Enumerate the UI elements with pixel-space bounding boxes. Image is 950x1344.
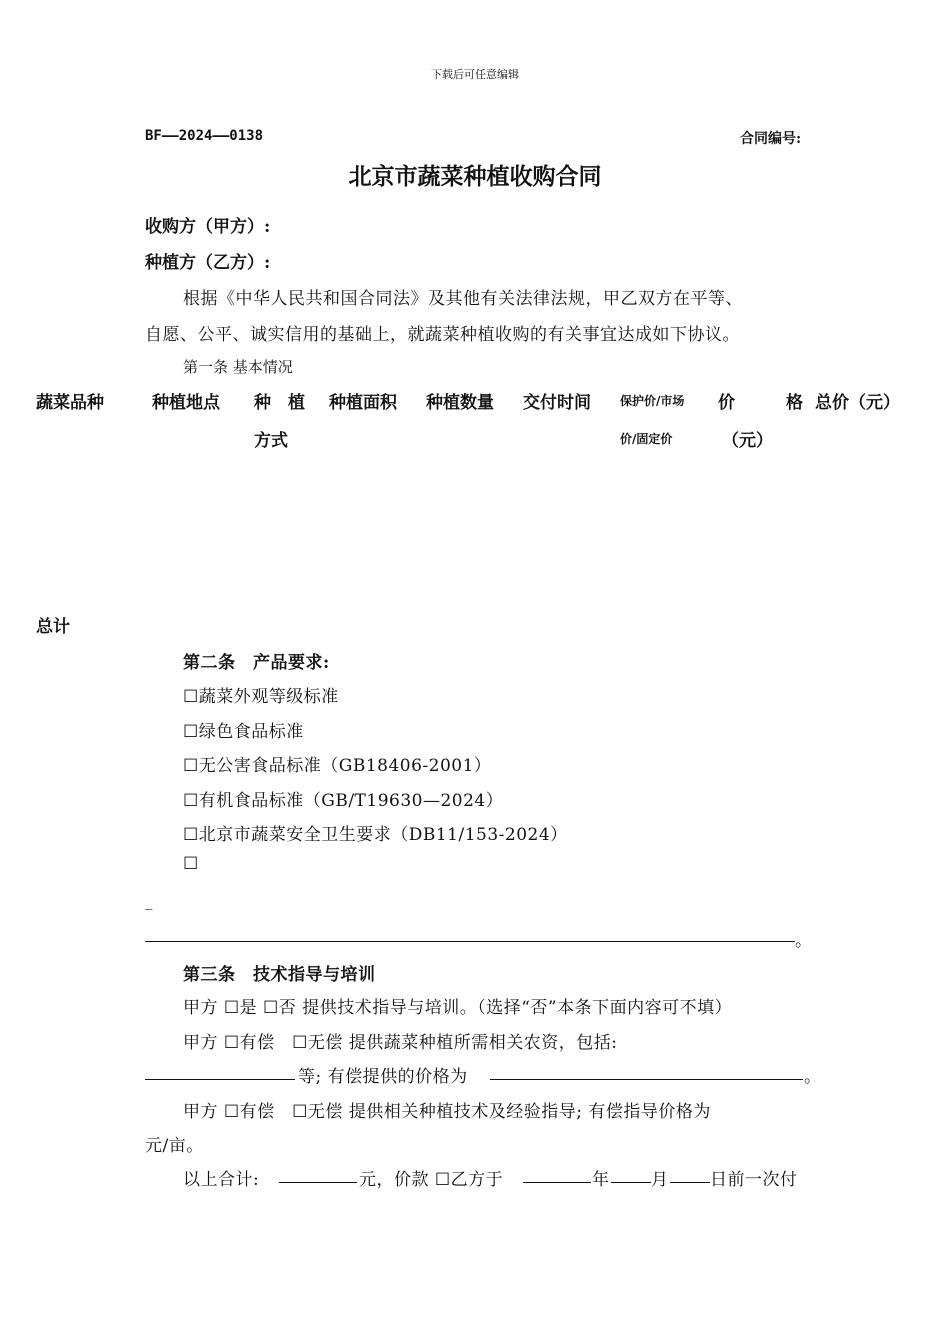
article3-line-2: 甲方 ☐有偿 ☐无偿 提供蔬菜种植所需相关农资，包括: — [183, 1033, 618, 1053]
product-option[interactable]: ☐北京市蔬菜安全卫生要求（DB11/153-2024） — [183, 825, 568, 845]
day-label: 日前一次付 — [710, 1170, 798, 1190]
article3-line-4: 甲方 ☐有偿 ☐无偿 提供相关种植技术及经验指导; 有偿指导价格为 — [183, 1102, 711, 1122]
intro-line-2: 自愿、公平、诚实信用的基础上，就蔬菜种植收购的有关事宜达成如下协议。 — [145, 325, 740, 345]
sum-blank[interactable] — [279, 1182, 357, 1183]
product-option[interactable]: ☐绿色食品标准 — [183, 722, 304, 742]
year-label: 年 — [592, 1170, 610, 1190]
col-delivery: 交付时间 — [523, 393, 591, 413]
article3-line-3: 等; 有偿提供的价格为 — [298, 1067, 468, 1087]
price-blank[interactable] — [490, 1079, 803, 1080]
col-method-line2: 方式 — [254, 431, 288, 451]
product-option[interactable]: ☐无公害食品标准（GB18406-2001） — [183, 756, 492, 776]
article3-line-5: 元/亩。 — [145, 1136, 204, 1156]
col-quantity: 种植数量 — [426, 393, 494, 413]
article3-heading: 第三条 技术指导与培训 — [183, 965, 376, 985]
materials-blank[interactable] — [145, 1079, 295, 1080]
year-blank[interactable] — [523, 1182, 591, 1183]
document-code: BF——2024——0138 — [145, 128, 264, 144]
article3-line-1: 甲方 ☐是 ☐否 提供技术指导与培训。（选择“否”本条下面内容可不填） — [183, 998, 733, 1018]
col-price-type-line2: 价/固定价 — [620, 432, 673, 446]
col-price-type-line1: 保护价/市场 — [620, 394, 685, 408]
blank-line[interactable] — [145, 941, 795, 942]
buyer-label: 收购方（甲方）: — [145, 217, 271, 237]
blank-dash: _ — [145, 892, 153, 910]
total-label: 总计 — [36, 617, 70, 637]
col-variety: 蔬菜品种 — [36, 393, 104, 413]
month-label: 月 — [651, 1170, 669, 1190]
article3-line-3-end: 。 — [804, 1067, 822, 1087]
col-total: 总价（元） — [815, 393, 900, 413]
col-price-line1: 价 格 — [718, 393, 803, 413]
article2-heading: 第二条 产品要求: — [183, 653, 330, 673]
sum-text: 元，价款 ☐乙方于 — [359, 1170, 504, 1190]
article1-heading: 第一条 基本情况 — [183, 358, 293, 376]
col-location: 种植地点 — [152, 393, 220, 413]
grower-label: 种植方（乙方）: — [145, 253, 271, 273]
end-mark: 。 — [795, 931, 812, 951]
product-option[interactable]: ☐有机食品标准（GB/T19630—2024） — [183, 791, 504, 811]
document-title: 北京市蔬菜种植收购合同 — [348, 164, 602, 190]
product-option[interactable]: ☐ — [183, 854, 199, 874]
intro-line-1: 根据《中华人民共和国合同法》及其他有关法律法规，甲乙双方在平等、 — [183, 289, 743, 309]
top-note: 下载后可任意编辑 — [431, 68, 519, 81]
product-option[interactable]: ☐蔬菜外观等级标准 — [183, 687, 339, 707]
month-blank[interactable] — [611, 1182, 651, 1183]
day-blank[interactable] — [670, 1182, 710, 1183]
col-method-line1: 种 植 — [254, 393, 305, 413]
sum-label: 以上合计: — [183, 1170, 260, 1190]
contract-number-label: 合同编号: — [740, 131, 802, 147]
col-area: 种植面积 — [329, 393, 397, 413]
col-price-line2: （元） — [722, 431, 773, 451]
